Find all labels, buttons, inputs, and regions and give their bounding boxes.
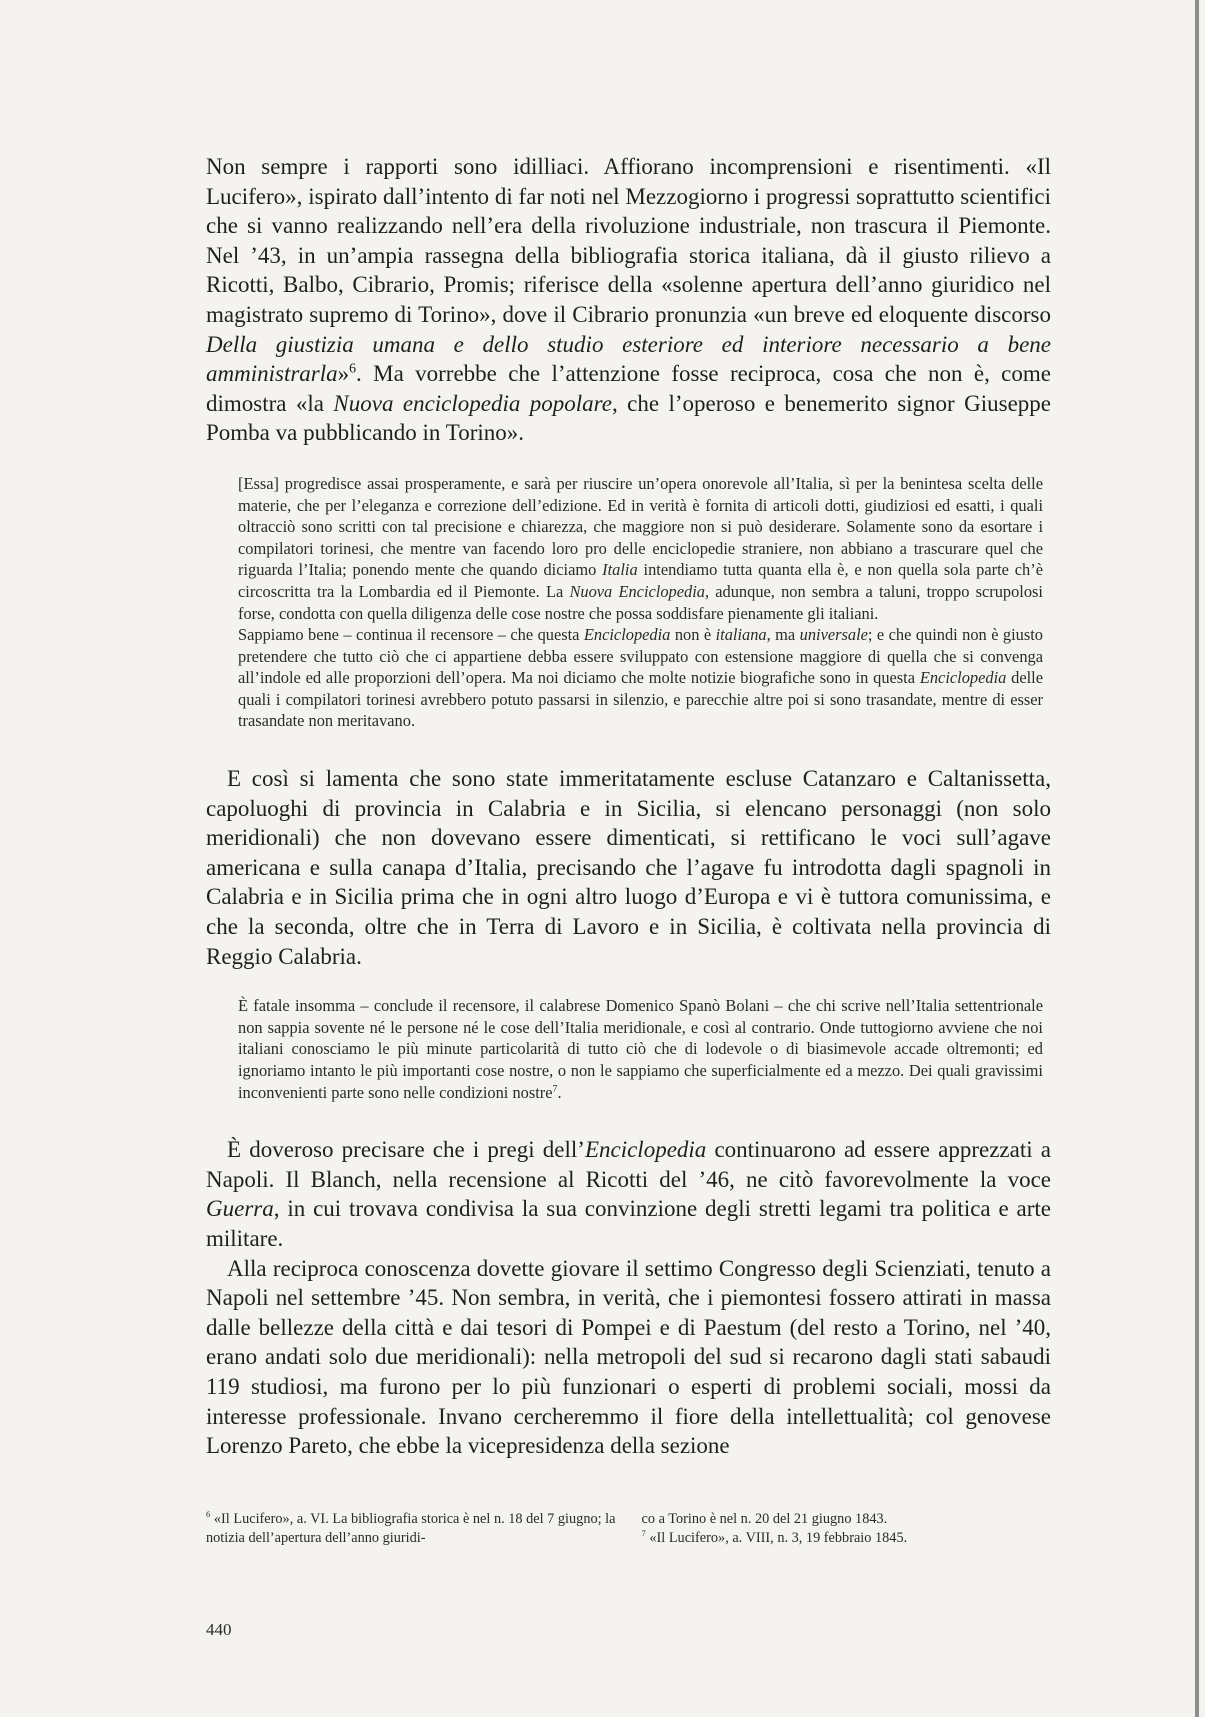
footnote-number: 6 (206, 1509, 211, 1520)
quote-paragraph (238, 473, 1043, 624)
block-quote-2 (238, 995, 1043, 1103)
text-span: Sappiamo bene – continua il recensore – che questa (238, 625, 584, 645)
text-span: È doveroso precisare che i pregi dell’ (227, 1137, 585, 1163)
footnote-number: 7 (641, 1528, 646, 1539)
text-span: , adunque, non sembra a taluni, troppo scrupolosi forse, condotta con quella diligenza delle cose nostre che possa soddisfare pienamente gli italiani. (238, 581, 1043, 623)
text-span: ; e che quindi non è giusto pretendere che tutto ciò che ci appartiene debba essere sviluppato con estensione maggiore di quella che si convenga all’indole ed alle proporzioni dell’opera. Ma noi diciamo che molte notizie biografiche sono in questa (238, 625, 1044, 688)
italic-word: Enciclopedia (584, 1137, 707, 1163)
italic-word: Enciclopedia (919, 668, 1007, 688)
text-span: non è (670, 625, 716, 645)
text-span: È fatale insomma – conclude il recensore, il calabrese Domenico Spanò Bolani – che chi scrive nell’Italia settentrionale non sappia sovente né le persone né le cose dell’Italia meridionale, e così al contrario. Onde tuttogiorno avviene che noi italiani conosciamo le più minute particolarità di tutto ciò che di lodevole o di biasimevole accade oltremonti; ed ignoriamo intanto le più importanti cose nostre, o non le sappiamo che superficialmente ed a mezzo. Dei quali gravissimi inconvenienti parte sono nelle condizioni nostre (238, 996, 1043, 1102)
italic-title: Nuova enciclopedia popolare (333, 390, 612, 416)
footnote-column-2 (642, 1510, 1052, 1548)
text-span: . Ma vorrebbe che l’attenzione fosse reciproca, cosa che non è, come dimostra «la (206, 361, 1051, 416)
text-span: , ma (766, 625, 800, 645)
quote-paragraph (238, 995, 1043, 1103)
paragraph-1 (206, 152, 1051, 448)
text-span: , in cui trovava condivisa la sua convinzione degli stretti legami tra politica e arte militare. (206, 1196, 1051, 1251)
main-text (206, 152, 1051, 1461)
text-span: [Essa] progredisce assai prosperamente, e sarà per riuscire un’opera onorevole all’Italia, sì per la benintesa scelta delle materie, che per l’eleganza e correzione dell’edizione. Ed in verità è fornita di articoli dotti, giudiziosi ed esatti, i quali oltracciò sono scritti con tal precisione e chiarezza, che maggiore non si può desiderare. Solamente sono da esortare i compilatori torinesi, che mentre van facendo loro pro delle enciclopedie straniere, non abbiano a trascurare quel che riguarda l’Italia; ponendo mente che quando diciamo (238, 473, 1043, 580)
block-quote-1 (238, 473, 1043, 732)
text-span: , che l’operoso e benemerito signor Giuseppe Pomba va pubblicando in Torino». (206, 390, 1051, 446)
footnote-6 (206, 1510, 616, 1548)
footnote-text: «Il Lucifero», a. VIII, n. 3, 19 febbraio 1845. (645, 1530, 908, 1546)
footnote-text: «Il Lucifero», a. VI. La bibliografia storica è nel n. 18 del 7 giugno; la notizia dell’apertura dell’anno giuridi- (206, 1511, 616, 1546)
italic-word: Italia (602, 560, 638, 580)
quote-paragraph (238, 624, 1043, 732)
text-span: intendiamo tutta quanta ella è, e non quella sola parte ch’è circoscritta tra la Lombardia ed il Piemonte. La (238, 560, 1043, 601)
paragraph-4: Alla reciproca conoscenza dovette giovare il settimo Congresso degli Scienziati, tenuto a Napoli nel settembre ’45. Non sembra, in verità, che i piemontesi fossero attirati in massa dalle bellezze della città e dai tesori di Pompei e di Paestum (del resto a Torino, nel ’40, erano andati solo due meridionali): nella metropoli del sud si recarono dagli stati sabaudi 119 studiosi, ma furono per lo più funzionari o esperti di problemi sociali, mossi da interesse professionale. Invano cercheremmo il fiore della intellettualità; col genovese Lorenzo Pareto, che ebbe la vicepresidenza della sezione (206, 1255, 1051, 1459)
italic-word: Guerra (206, 1196, 274, 1222)
footnote-ref: 7 (552, 1083, 558, 1095)
text-span: » (337, 361, 350, 387)
italic-word: Nuova Enciclopedia (569, 581, 705, 601)
paragraph-2: E così si lamenta che sono state immeritatamente escluse Catanzaro e Caltanissetta, capoluoghi di provincia in Calabria e in Sicilia, si elencano personaggi (non solo meridionali) che non dovevano essere dimenticati, si rettificano le voci sull’agave americana e sulla canapa d’Italia, precisando che l’agave fu introdotta dagli spagnoli in Calabria e in Sicilia prima che in ogni altro luogo d’Europa e vi è tuttora comunissima, e che la seconda, oltre che in Terra di Lavoro e in Sicilia, è coltivata nella provincia di Reggio Calabria. (206, 766, 1051, 969)
italic-word: italiana (715, 625, 767, 645)
italic-word: Enciclopedia (583, 625, 671, 645)
text-span: Non sempre i rapporti sono idilliaci. Affiorano incomprensioni e risentimenti. «Il Lucifero», ispirato dall’intento di far noti nel Mezzogiorno i progressi soprattutto scientifici che si vanno realizzando nell’era della rivoluzione industriale, non trascura il Piemonte. Nel ’43, in un’ampia rassegna della bibliografia storica italiana, dà il giusto rilievo a Ricotti, Balbo, Cibrario, Promis; riferisce della «solenne apertura dell’anno giuridico nel magistrato supremo di Torino», dove il Cibrario pronunzia «un breve ed eloquente discorso (206, 154, 1051, 327)
text-span: . (557, 1082, 562, 1102)
footnote-7 (642, 1529, 1052, 1548)
text-span: continuarono ad essere apprezzati a Napoli. Il Blanch, nella recensione al Ricotti del ’46, ne citò favorevolmente la voce (206, 1137, 1051, 1192)
footnote-ref: 6 (349, 360, 357, 376)
footnotes (206, 1510, 1051, 1548)
italic-word: universale (799, 625, 868, 645)
page-edge-shadow (1195, 0, 1199, 1717)
footnote-6-continuation: co a Torino è nel n. 20 del 21 giugno 1843. (641, 1511, 888, 1527)
text-span: delle quali i compilatori torinesi avrebbero potuto passarsi in silenzio, e parecchie altre poi si sono trasandate, mentre di esser trasandate non meritavano. (238, 668, 1044, 731)
paragraph-3 (206, 1135, 1051, 1253)
italic-title: Della giustizia umana e dello studio esteriore ed interiore necessario a bene amministrarla (206, 331, 1051, 387)
page-number: 440 (206, 1620, 232, 1639)
